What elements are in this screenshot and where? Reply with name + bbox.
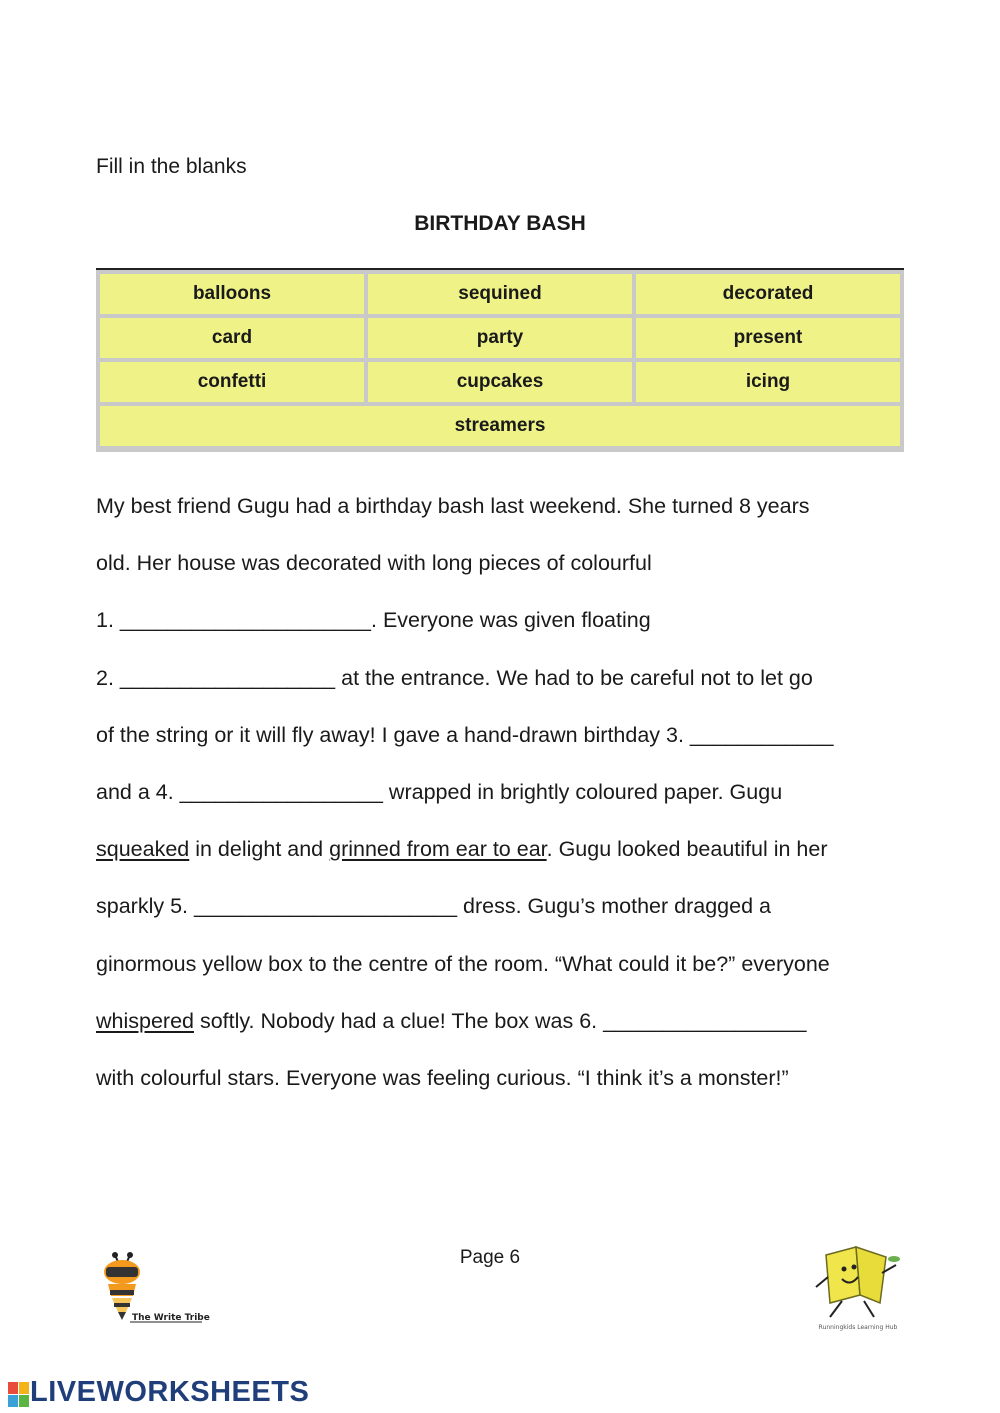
liveworksheets-brand[interactable]: LIVEWORKSHEETS — [30, 1376, 310, 1408]
word-bank-cell: confetti — [100, 362, 364, 402]
passage-line-blank-2[interactable]: 2. __________________ at the entrance. We had to be careful not to let go — [96, 665, 813, 690]
word-bank-cell: decorated — [636, 274, 900, 314]
passage-line-blank-1[interactable]: 1. _____________________. Everyone was given floating — [96, 608, 651, 633]
word-bank-cell: icing — [636, 362, 900, 402]
page-number: Page 6 — [459, 1247, 521, 1268]
word-bank-row — [96, 360, 904, 404]
word-bank-cell: card — [100, 318, 364, 358]
right-logo-text: Runningkids Learning Hub — [818, 1324, 898, 1331]
passage-text: softly. Nobody had a clue! The box was 6. _________________ — [194, 1008, 807, 1033]
passage-line-blank-6[interactable] — [96, 993, 916, 1050]
word-bank-row — [96, 272, 904, 316]
instruction-text: Fill in the blanks — [96, 155, 247, 178]
passage-line-blank-5[interactable]: sparkly 5. ______________________ dress. Gugu’s mother dragged a — [96, 894, 771, 919]
word-bank-cell: party — [368, 318, 632, 358]
liveworksheets-logo-icon — [8, 1382, 30, 1408]
passage-line: old. Her house was decorated with long pieces of colourful — [96, 551, 652, 576]
underlined-word: whispered — [96, 1008, 194, 1033]
passage-text: . Gugu looked beautiful in her — [546, 837, 828, 862]
story-passage — [96, 478, 916, 1107]
bee-logo-icon — [100, 1250, 210, 1330]
passage-line: with colourful stars. Everyone was feeling curious. “I think it’s a monster!” — [96, 1065, 789, 1090]
passage-line-blank-3[interactable]: of the string or it will fly away! I gave a hand-drawn birthday 3. ____________ — [96, 722, 834, 747]
word-bank-cell: cupcakes — [368, 362, 632, 402]
word-bank-cell: sequined — [368, 274, 632, 314]
passage-text: in delight and — [189, 837, 330, 862]
word-bank-cell: streamers — [100, 406, 900, 446]
underlined-word: squeaked — [96, 837, 190, 862]
passage-line: ginormous yellow box to the centre of the room. “What could it be?” everyone — [96, 951, 830, 976]
passage-line-blank-4[interactable]: and a 4. _________________ wrapped in brightly coloured paper. Gugu — [96, 779, 783, 804]
passage-line — [96, 821, 916, 878]
word-bank-cell: balloons — [100, 274, 364, 314]
word-bank-cell: present — [636, 318, 900, 358]
worksheet-title: BIRTHDAY BASH — [414, 212, 586, 235]
running-book-logo-icon — [808, 1243, 908, 1343]
underlined-phrase: grinned from ear to ear — [329, 837, 547, 862]
passage-line: My best friend Gugu had a birthday bash last weekend. She turned 8 years — [96, 494, 810, 518]
word-bank-table — [96, 268, 904, 452]
word-bank-row — [96, 404, 904, 448]
left-logo-text: The Write Tribe — [132, 1313, 210, 1323]
word-bank-row — [96, 316, 904, 360]
